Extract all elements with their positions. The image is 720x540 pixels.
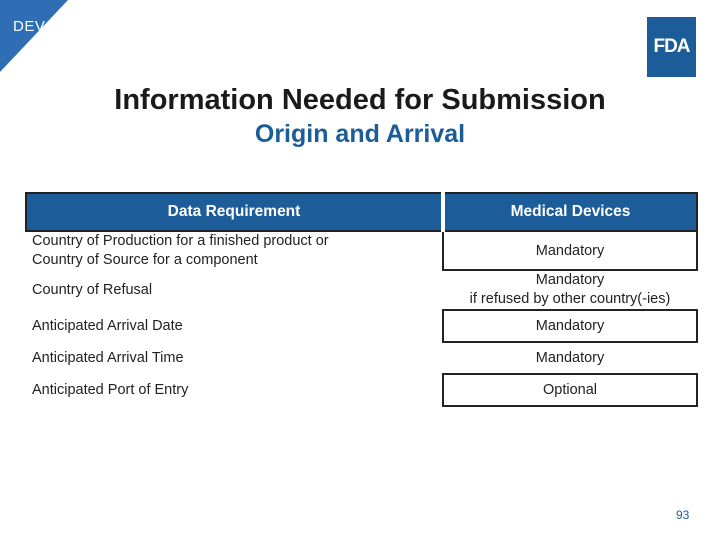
fda-logo-text: FDA: [653, 36, 690, 57]
requirement-line: Country of Source for a component: [32, 252, 258, 268]
value-line: if refused by other country(-ies): [469, 291, 671, 307]
value-cell: Mandatory: [443, 310, 697, 342]
requirement-cell: Country of Refusal: [32, 282, 153, 298]
requirement-cell: Anticipated Port of Entry: [32, 382, 189, 398]
corner-banner: [0, 0, 90, 90]
table-header-row: [26, 193, 697, 231]
table-row: [26, 342, 697, 374]
slide-subtitle: Origin and Arrival: [254, 120, 466, 148]
value-cell: Mandatory: [535, 350, 605, 366]
page-number: 93: [676, 508, 690, 522]
value-cell: [443, 270, 697, 310]
corner-label: DEV: [13, 18, 46, 35]
requirements-table: [25, 192, 698, 407]
requirement-cell: Anticipated Arrival Time: [32, 350, 184, 366]
table-row: [26, 231, 697, 270]
value-line: Mandatory: [535, 272, 605, 288]
table-row: [26, 270, 697, 310]
header-data-requirement: Data Requirement: [26, 193, 443, 231]
table-row: [26, 374, 697, 406]
value-cell: Mandatory: [443, 231, 697, 270]
value-cell: Optional: [443, 374, 697, 406]
table-row: [26, 310, 697, 342]
requirement-cell: [26, 231, 443, 270]
requirement-line: Country of Production for a finished product or: [32, 233, 329, 249]
requirement-cell: Anticipated Arrival Date: [32, 318, 183, 334]
corner-triangle: [0, 0, 90, 90]
fda-logo: [647, 17, 696, 77]
header-medical-devices: Medical Devices: [443, 193, 697, 231]
slide-title: Information Needed for Submission: [114, 84, 606, 116]
